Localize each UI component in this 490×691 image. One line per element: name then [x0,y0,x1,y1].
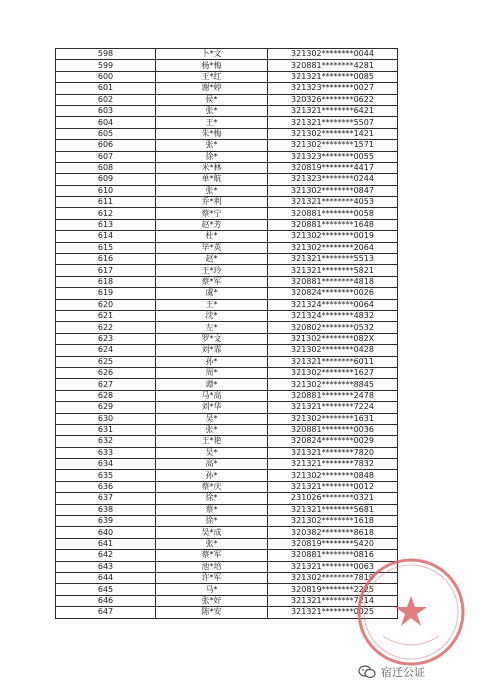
person-name: 蔡*军 [156,550,268,561]
row-number: 619 [56,288,156,299]
row-number: 641 [56,538,156,549]
person-name: 乔*利 [156,197,268,208]
table-row [56,322,398,333]
id-number: 231026********0321 [268,493,398,504]
person-name: 侯* [156,94,268,105]
person-name: 马* [156,584,268,595]
row-number: 604 [56,117,156,128]
row-number: 626 [56,367,156,378]
id-number: 321321********0063 [268,561,398,572]
row-number: 616 [56,254,156,265]
watermark-text: 宿迁公证 [381,666,425,679]
person-name: 杨*梅 [156,60,268,71]
id-number: 320881********0036 [268,424,398,435]
id-number: 321323********0244 [268,174,398,185]
row-number: 627 [56,379,156,390]
id-number: 321321********7820 [268,447,398,458]
table-row [56,345,398,356]
table-row [56,436,398,447]
table-row [56,174,398,185]
table-row [56,242,398,253]
person-name: 谭* [156,379,268,390]
id-number: 320819********4417 [268,162,398,173]
table-row [56,595,398,606]
row-number: 622 [56,322,156,333]
table-row [56,447,398,458]
person-name: 张* [156,185,268,196]
person-name: 徐* [156,516,268,527]
row-number: 613 [56,219,156,230]
person-name: 赵*芳 [156,219,268,230]
id-number: 320881********2478 [268,390,398,401]
id-number: 321321********5681 [268,504,398,515]
id-number: 321302********8845 [268,379,398,390]
row-number: 633 [56,447,156,458]
person-name: 吴* [156,413,268,424]
id-number: 321323********0055 [268,151,398,162]
table-row [56,60,398,71]
table-row [56,413,398,424]
person-name: 张* [156,140,268,151]
table-row [56,265,398,276]
table-row [56,527,398,538]
table-row [56,254,398,265]
table-body [56,49,398,619]
id-number: 320824********0029 [268,436,398,447]
table-row [56,493,398,504]
table-row [56,231,398,242]
company-seal [355,556,467,668]
person-name: 左* [156,322,268,333]
id-number: 321324********0064 [268,299,398,310]
id-number: 321321********7832 [268,459,398,470]
table-row [56,390,398,401]
wechat-icon [358,665,376,679]
id-number: 321302********1421 [268,128,398,139]
id-number: 321321********5507 [268,117,398,128]
row-number: 646 [56,595,156,606]
person-name: 徐* [156,151,268,162]
table-row [56,117,398,128]
table-row [56,71,398,82]
row-number: 644 [56,572,156,583]
person-name: 孙* [156,356,268,367]
id-number: 321302********1627 [268,367,398,378]
row-number: 634 [56,459,156,470]
person-name: 许*军 [156,572,268,583]
table-row [56,299,398,310]
person-name: 蔡* [156,504,268,515]
person-name: 徐* [156,493,268,504]
person-name: 王*艳 [156,436,268,447]
id-number: 321321********7214 [268,595,398,606]
table-row [56,470,398,481]
person-name: 王* [156,299,268,310]
id-number: 321302********1631 [268,413,398,424]
id-number: 320819********2225 [268,584,398,595]
table-row [56,49,398,60]
table-row [56,83,398,94]
row-number: 635 [56,470,156,481]
person-name: 王* [156,117,268,128]
row-number: 642 [56,550,156,561]
row-number: 625 [56,356,156,367]
id-number: 321302********0019 [268,231,398,242]
table-row [56,162,398,173]
row-number: 599 [56,60,156,71]
row-number: 623 [56,333,156,344]
row-number: 629 [56,402,156,413]
person-name: 吴* [156,447,268,458]
id-number: 320819********5420 [268,538,398,549]
id-number: 321321********6421 [268,105,398,116]
row-number: 607 [56,151,156,162]
table-row [56,105,398,116]
row-number: 601 [56,83,156,94]
person-name: 张* [156,424,268,435]
id-number: 320382********8618 [268,527,398,538]
row-number: 643 [56,561,156,572]
table-row [56,94,398,105]
id-number: 321321********0025 [268,607,398,618]
table-row [56,310,398,321]
registration-table [55,48,398,619]
row-number: 614 [56,231,156,242]
row-number: 615 [56,242,156,253]
table-row [56,367,398,378]
row-number: 600 [56,71,156,82]
row-number: 628 [56,390,156,401]
id-number: 320802********0532 [268,322,398,333]
row-number: 611 [56,197,156,208]
table-row [56,607,398,618]
person-name: 马*高 [156,390,268,401]
row-number: 640 [56,527,156,538]
id-number: 320881********4818 [268,276,398,287]
person-name: 卜*文 [156,49,268,60]
id-number: 320881********0058 [268,208,398,219]
table-row [56,288,398,299]
id-number: 321302********0847 [268,185,398,196]
row-number: 617 [56,265,156,276]
id-number: 321321********4053 [268,197,398,208]
id-number: 321324********4832 [268,310,398,321]
table-row [56,538,398,549]
row-number: 609 [56,174,156,185]
row-number: 612 [56,208,156,219]
table-row [56,459,398,470]
id-number: 320881********0816 [268,550,398,561]
person-name: 池*培 [156,561,268,572]
person-name: 张* [156,105,268,116]
row-number: 610 [56,185,156,196]
person-name: 刘*华 [156,402,268,413]
table-row [56,333,398,344]
row-number: 638 [56,504,156,515]
id-number: 321302********1571 [268,140,398,151]
id-number: 320824********0026 [268,288,398,299]
person-name: 朱*梅 [156,128,268,139]
table-row [56,550,398,561]
person-name: 刘*霏 [156,345,268,356]
person-name: 毕*英 [156,242,268,253]
row-number: 632 [56,436,156,447]
id-number: 321302********2064 [268,242,398,253]
id-number: 321321********5513 [268,254,398,265]
row-number: 636 [56,481,156,492]
person-name: 蔡*庆 [156,481,268,492]
table-row [56,572,398,583]
table-row [56,128,398,139]
id-number: 321302********0428 [268,345,398,356]
id-number: 320881********4281 [268,60,398,71]
row-number: 620 [56,299,156,310]
row-number: 598 [56,49,156,60]
person-name: 高* [156,459,268,470]
row-number: 637 [56,493,156,504]
table-row [56,561,398,572]
person-name: 吴*成 [156,527,268,538]
row-number: 630 [56,413,156,424]
table-row [56,208,398,219]
person-name: 蔡*宁 [156,208,268,219]
row-number: 605 [56,128,156,139]
id-number: 321321********0085 [268,71,398,82]
row-number: 602 [56,94,156,105]
person-name: 米*林 [156,162,268,173]
id-number: 321302********0044 [268,49,398,60]
person-name: 赵* [156,254,268,265]
table-row [56,504,398,515]
person-name: 罗*文 [156,333,268,344]
row-number: 639 [56,516,156,527]
id-number: 321321********5821 [268,265,398,276]
row-number: 606 [56,140,156,151]
person-name: 虞* [156,288,268,299]
id-number: 321321********0012 [268,481,398,492]
table-row [56,379,398,390]
person-name: 周* [156,367,268,378]
row-number: 621 [56,310,156,321]
table-row [56,151,398,162]
id-number: 320881********1648 [268,219,398,230]
table-row [56,516,398,527]
table-row [56,402,398,413]
id-number: 321302********0848 [268,470,398,481]
person-name: 孙* [156,470,268,481]
row-number: 631 [56,424,156,435]
row-number: 624 [56,345,156,356]
id-number: 320326********0622 [268,94,398,105]
table-row [56,356,398,367]
row-number: 603 [56,105,156,116]
id-number: 321321********6011 [268,356,398,367]
table-row [56,219,398,230]
table-row [56,424,398,435]
id-number: 321323********0027 [268,83,398,94]
table-row [56,276,398,287]
id-number: 321302********7819 [268,572,398,583]
person-name: 王*玲 [156,265,268,276]
id-number: 321321********7224 [268,402,398,413]
table-row [56,481,398,492]
id-number: 321302********082X [268,333,398,344]
person-name: 张*好 [156,595,268,606]
row-number: 608 [56,162,156,173]
table-row [56,197,398,208]
watermark [358,662,425,682]
row-number: 647 [56,607,156,618]
person-name: 张* [156,538,268,549]
table-row [56,185,398,196]
person-name: 蔡*军 [156,276,268,287]
person-name: 陈*安 [156,607,268,618]
id-number: 321302********1618 [268,516,398,527]
person-name: 杜* [156,231,268,242]
person-name: 谢*婷 [156,83,268,94]
person-name: 沈* [156,310,268,321]
person-name: 单*航 [156,174,268,185]
row-number: 645 [56,584,156,595]
table-row [56,584,398,595]
person-name: 王*红 [156,71,268,82]
row-number: 618 [56,276,156,287]
table-row [56,140,398,151]
